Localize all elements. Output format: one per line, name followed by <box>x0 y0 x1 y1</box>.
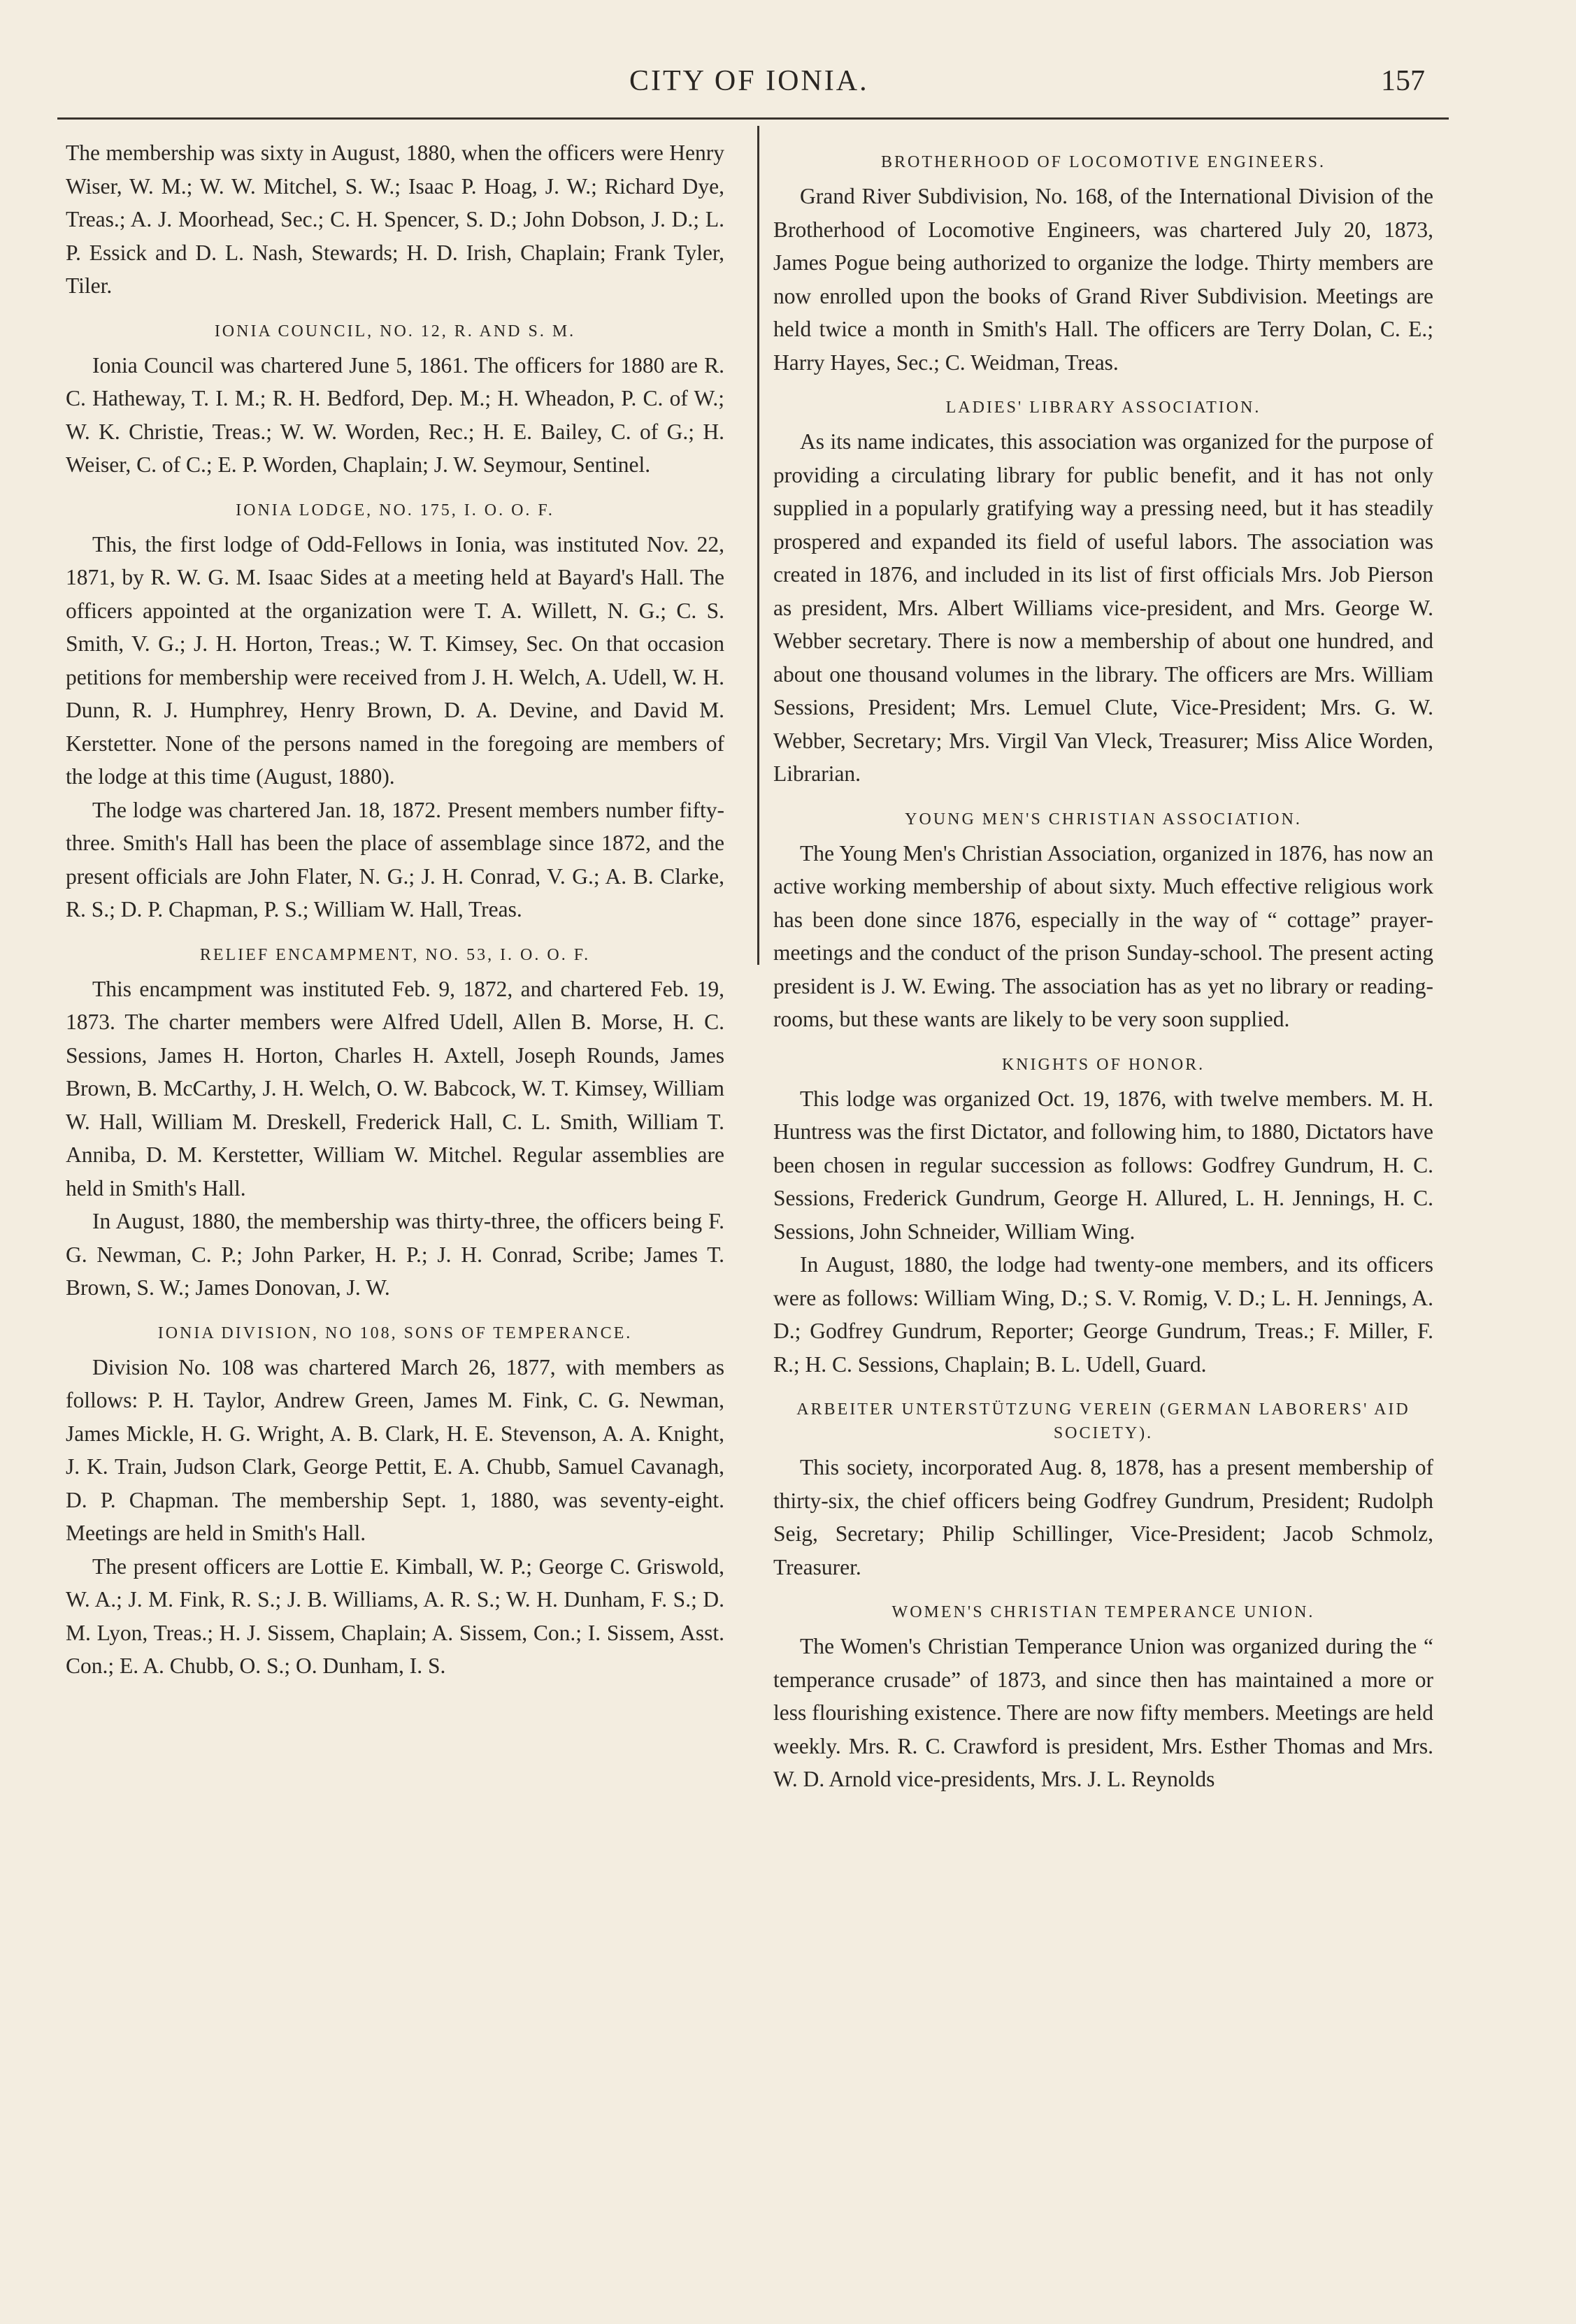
paragraph: The present officers are Lottie E. Kimball, W. P.; George C. Griswold, W. A.; J. M. Fink, R. S.; J. B. Williams, A. R. S.; W. H. Dunham, F. S.; D. M. Lyon, Treas.; H. J. Sissem, Chaplain; A. Sissem, Con.; I. Sissem, Asst. Con.; E. A. Chubb, O. S.; O. Dunham, I. S. <box>66 1554 724 1678</box>
section-title: WOMEN'S CHRISTIAN TEMPERANCE UNION. <box>891 1603 1315 1621</box>
section-title: YOUNG MEN'S CHRISTIAN ASSOCIATION. <box>905 810 1302 829</box>
section-arbeiter-verein <box>773 1398 1433 1584</box>
section-wctu <box>773 1600 1433 1796</box>
section-ymca <box>773 808 1433 1036</box>
paragraph: This encampment was instituted Feb. 9, 1872, and chartered Feb. 19, 1873. The charter members were Alfred Udell, Allen B. Morse, H. C. Sessions, James H. Horton, Charles H. Axtell, Joseph Rounds, James Brown, B. McCarthy, J. H. Welch, O. W. Babcock, W. T. Kimsey, William W. Hall, William M. Dreskell, Frederick Hall, C. L. Smith, William T. Anniba, D. M. Kerstetter, William W. Mitchel. Regular assemblies are held in Smith's Hall. <box>66 976 724 1200</box>
section-title: IONIA COUNCIL, NO. 12, R. AND S. M. <box>214 322 576 340</box>
header-rule <box>57 117 1449 120</box>
section-title: ARBEITER UNTERSTÜTZUNG VEREIN (GERMAN LABORERS' AID SOCIETY). <box>796 1400 1410 1442</box>
paragraph: Division No. 108 was chartered March 26, 1877, with members as follows: P. H. Taylor, Andrew Green, James M. Fink, C. G. Newman, James Mickle, H. G. Wright, A. B. Clark, H. E. Stevenson, A. A. Knight, J. K. Train, Judson Clark, George Pettit, E. A. Chubb, Samuel Cavanagh, D. P. Chapman. The membership Sept. 1, 1880, was seventy-eight. Meetings are held in Smith's Hall. <box>66 1354 724 1545</box>
paragraph: Grand River Subdivision, No. 168, of the International Division of the Brotherhood of Locomotive Engineers, was chartered July 20, 1873, James Pogue being authorized to organize the lodge. Thirty members are now enrolled upon the books of Grand River Subdivision. Meetings are held twice a month in Smith's Hall. The officers are Terry Dolan, C. E.; Harry Hayes, Sec.; C. Weidman, Treas. <box>773 184 1433 375</box>
page-number: 157 <box>1381 65 1425 97</box>
section-knights-of-honor <box>773 1053 1433 1382</box>
paragraph: This, the first lodge of Odd-Fellows in Ionia, was instituted Nov. 22, 1871, by R. W. G. M. Isaac Sides at a meeting held at Bayard's Hall. The officers appointed at the organization were T. A. Willett, N. G.; C. S. Smith, V. G.; J. H. Horton, Treas.; W. T. Kimsey, Sec. On that occasion petitions for membership were received from J. H. Welch, A. Udell, W. H. Dunn, R. J. Humphrey, Henry Brown, D. A. Devine, and David M. Kerstetter. None of the persons named in the foregoing are members of the lodge at this time (August, 1880). <box>66 531 724 789</box>
section-title: IONIA DIVISION, NO 108, SONS OF TEMPERANCE. <box>157 1324 633 1342</box>
paragraph: As its name indicates, this association was organized for the purpose of providing a circulating library for public benefit, and it has not only supplied in a popularly gratifying way a pressing need, but it has steadily prospered and expanded its field of useful labors. The association was created in 1876, and included in its list of first officials Mrs. Job Pierson as president, Mrs. Albert Williams vice-president, and Mrs. George W. Webber secretary. There is now a membership of about one hundred, and about one thousand volumes in the library. The officers are Mrs. William Sessions, President; Mrs. Lemuel Clute, Vice-President; Mrs. G. W. Webber, Secretary; Mrs. Virgil Van Vleck, Treasurer; Miss Alice Worden, Librarian. <box>773 429 1433 786</box>
paragraph: The lodge was chartered Jan. 18, 1872. Present members number fifty-three. Smith's Hall has been the place of assemblage since 1872, and the present officials are John Flater, N. G.; J. H. Conrad, V. G.; A. B. Clarke, R. S.; D. P. Chapman, P. S.; William W. Hall, Treas. <box>66 797 724 921</box>
paragraph: Ionia Council was chartered June 5, 1861. The officers for 1880 are R. C. Hatheway, T. I. M.; R. H. Bedford, Dep. M.; H. Wheadon, P. C. of W.; W. K. Christie, Treas.; W. W. Worden, Rec.; H. E. Bailey, C. of G.; H. Weiser, C. of C.; E. P. Worden, Chaplain; J. W. Seymour, Sentinel. <box>66 352 724 477</box>
section-ladies-library <box>773 396 1433 791</box>
section-ionia-lodge <box>66 498 724 926</box>
section-title: IONIA LODGE, NO. 175, I. O. O. F. <box>236 501 554 519</box>
section-title: LADIES' LIBRARY ASSOCIATION. <box>945 399 1261 417</box>
continued-paragraph: The membership was sixty in August, 1880, when the officers were Henry Wiser, W. M.; W. W. Mitchel, S. W.; Isaac P. Hoag, J. W.; Richard Dye, Treas.; A. J. Moorhead, Sec.; C. H. Spencer, S. D.; John Dobson, J. D.; L. P. Essick and D. L. Nash, Stewards; H. D. Irish, Chaplain; Frank Tyler, Tiler. <box>66 141 724 298</box>
section-title: BROTHERHOOD OF LOCOMOTIVE ENGINEERS. <box>881 153 1326 171</box>
running-title: CITY OF IONIA. <box>629 65 869 97</box>
section-ionia-council <box>66 320 724 482</box>
right-column <box>773 136 1433 1796</box>
page-header <box>0 64 1576 106</box>
left-column <box>66 136 724 1683</box>
section-title: KNIGHTS OF HONOR. <box>1001 1055 1205 1074</box>
paragraph: This lodge was organized Oct. 19, 1876, with twelve members. M. H. Huntress was the first Dictator, and following him, to 1880, Dictators have been chosen in regular succession as follows: Godfrey Gundrum, H. C. Sessions, Frederick Gundrum, George H. Allured, L. H. Jennings, H. C. Sessions, John Schneider, William Wing. <box>773 1086 1433 1244</box>
paragraph: The Young Men's Christian Association, organized in 1876, has now an active working membership of about sixty. Much effective religious work has been done since 1876, especially in the way of “ cottage” prayer-meetings and the conduct of the prison Sunday-school. The present acting president is J. W. Ewing. The association has as yet no library or reading-rooms, but these wants are likely to be very soon supplied. <box>773 840 1433 1031</box>
paragraph: The Women's Christian Temperance Union was organized during the “ temperance crusade” of 1873, and since then has maintained a more or less flourishing existence. There are now fifty members. Meetings are held weekly. Mrs. R. C. Crawford is president, Mrs. Esther Thomas and Mrs. W. D. Arnold vice-presidents, Mrs. J. L. Reynolds <box>773 1634 1433 1791</box>
paragraph: This society, incorporated Aug. 8, 1878, has a present membership of thirty-six, the chief officers being Godfrey Gundrum, President; Rudolph Seig, Secretary; Philip Schillinger, Vice-President; Jacob Schmolz, Treasurer. <box>773 1455 1433 1579</box>
section-locomotive-engineers <box>773 150 1433 379</box>
section-relief-encampment <box>66 943 724 1305</box>
paragraph: In August, 1880, the membership was thirty-three, the officers being F. G. Newman, C. P.; John Parker, H. P.; J. H. Conrad, Scribe; James T. Brown, S. W.; James Donovan, J. W. <box>66 1209 724 1300</box>
section-title: RELIEF ENCAMPMENT, NO. 53, I. O. O. F. <box>199 945 591 964</box>
paragraph: In August, 1880, the lodge had twenty-one members, and its officers were as follows: William Wing, D.; S. V. Romig, V. D.; L. H. Jennings, A. D.; Godfrey Gundrum, Reporter; George Gundrum, Treas.; F. Miller, F. R.; H. C. Sessions, Chaplain; B. L. Udell, Guard. <box>773 1252 1433 1377</box>
section-sons-of-temperance <box>66 1321 724 1683</box>
column-divider <box>757 126 759 965</box>
